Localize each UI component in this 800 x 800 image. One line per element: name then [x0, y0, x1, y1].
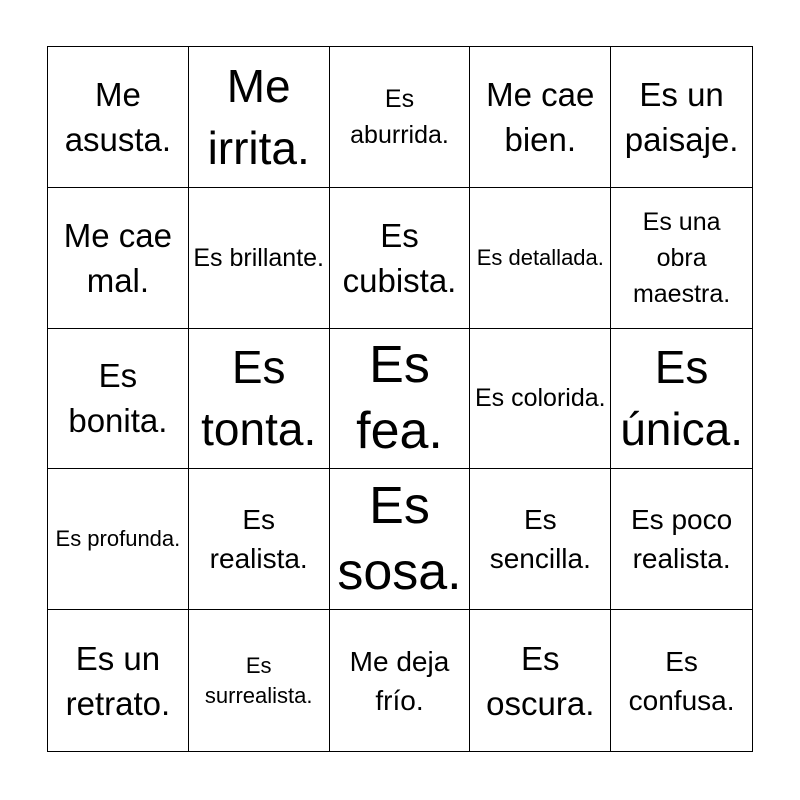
cell-text: Es fea.: [356, 336, 443, 461]
bingo-cell[interactable]: [189, 188, 330, 329]
cell-text: Me cae bien.: [486, 75, 595, 158]
bingo-cell[interactable]: [48, 469, 189, 610]
bingo-cell[interactable]: [330, 47, 471, 188]
bingo-cell[interactable]: [189, 610, 330, 751]
cell-text: Es un paisaje.: [624, 75, 739, 158]
cell-text: Es profunda.: [55, 526, 181, 552]
cell-text: Es sosa.: [337, 477, 462, 602]
bingo-cell[interactable]: [611, 610, 752, 751]
cell-text: Es brillante.: [193, 243, 324, 272]
bingo-cell[interactable]: [611, 469, 752, 610]
cell-text: Me cae mal.: [63, 216, 172, 299]
bingo-cell[interactable]: [470, 329, 611, 470]
cell-text: Es una obra maestra.: [632, 207, 731, 308]
bingo-cell[interactable]: [48, 329, 189, 470]
cell-text: Me deja frío.: [349, 645, 450, 716]
cell-text: Es detallada.: [476, 244, 604, 270]
bingo-cell[interactable]: [330, 188, 471, 329]
cell-text: Es colorida.: [474, 384, 606, 413]
bingo-cell[interactable]: [48, 188, 189, 329]
bingo-board: [47, 46, 753, 752]
bingo-cell[interactable]: [330, 610, 471, 751]
bingo-cell[interactable]: [611, 329, 752, 470]
cell-text: Es surrealista.: [204, 652, 313, 708]
bingo-cell[interactable]: [470, 469, 611, 610]
bingo-cell[interactable]: [48, 610, 189, 751]
cell-text: Es confusa.: [628, 645, 735, 716]
bingo-cell[interactable]: [470, 188, 611, 329]
bingo-cell[interactable]: [611, 188, 752, 329]
bingo-cell[interactable]: [470, 610, 611, 751]
cell-text: Es poco realista.: [631, 504, 733, 575]
cell-text: Es sencilla.: [489, 504, 591, 575]
bingo-cell[interactable]: [611, 47, 752, 188]
bingo-cell[interactable]: [330, 329, 471, 470]
bingo-cell[interactable]: [189, 47, 330, 188]
bingo-cell[interactable]: [189, 329, 330, 470]
cell-text: Es única.: [620, 341, 743, 456]
cell-text: Me asusta.: [64, 75, 172, 158]
bingo-cell[interactable]: [189, 469, 330, 610]
cell-text: Es tonta.: [201, 341, 317, 456]
cell-text: Es oscura.: [486, 639, 595, 722]
bingo-cell[interactable]: [470, 47, 611, 188]
cell-text: Es cubista.: [342, 216, 457, 299]
cell-text: Es bonita.: [68, 357, 168, 440]
cell-text: Es realista.: [209, 504, 308, 575]
bingo-cell[interactable]: [48, 47, 189, 188]
bingo-cell[interactable]: [330, 469, 471, 610]
cell-text: Es aburrida.: [350, 84, 449, 149]
cell-text: Es un retrato.: [65, 639, 171, 722]
cell-text: Me irrita.: [207, 59, 310, 174]
